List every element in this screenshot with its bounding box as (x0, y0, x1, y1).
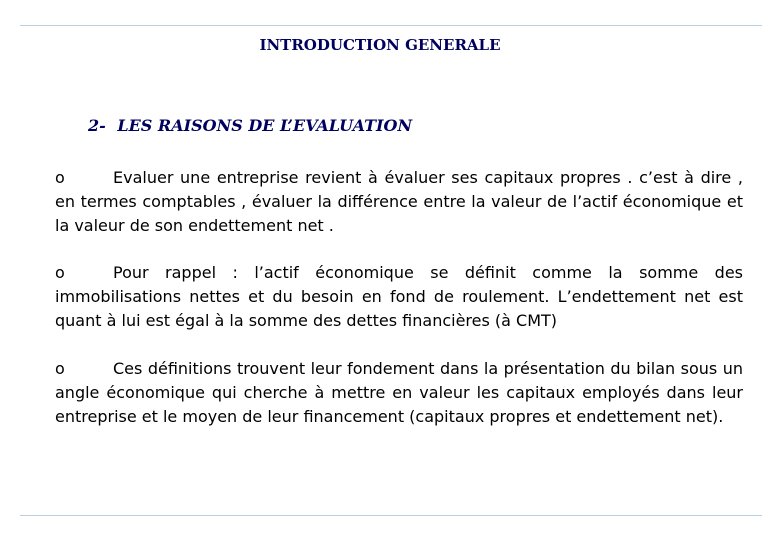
paragraph-text: Ces définitions trouvent leur fondement dans la présentation du bilan sous un angle économique qui cherche à mettre en valeur les capitaux employés dans leur entreprise et le moyen de leur financement (capitaux propres et endettement net). (55, 359, 743, 426)
section-heading (88, 116, 412, 135)
top-divider (20, 25, 762, 26)
section-number: 2- (88, 116, 106, 135)
bottom-divider (20, 515, 762, 516)
bullet-marker: o (55, 168, 65, 187)
section-title: LES RAISONS DE L’EVALUATION (117, 116, 413, 135)
paragraph-3 (55, 357, 743, 429)
bullet-marker: o (55, 359, 65, 378)
paragraph-text: Pour rappel : l’actif économique se définit comme la somme des immobilisations nettes et du besoin en fond de roulement. L’endettement net est quant à lui est égal à la somme des dettes financières (à CMT) (55, 263, 743, 330)
bullet-marker: o (55, 263, 65, 282)
paragraph-1 (55, 166, 743, 238)
paragraph-2 (55, 261, 743, 333)
paragraph-text: Evaluer une entreprise revient à évaluer ses capitaux propres . c’est à dire , en termes comptables , évaluer la différence entre la valeur de l’actif économique et la valeur de son endettement net . (55, 168, 743, 235)
page-title: INTRODUCTION GENERALE (259, 36, 501, 54)
